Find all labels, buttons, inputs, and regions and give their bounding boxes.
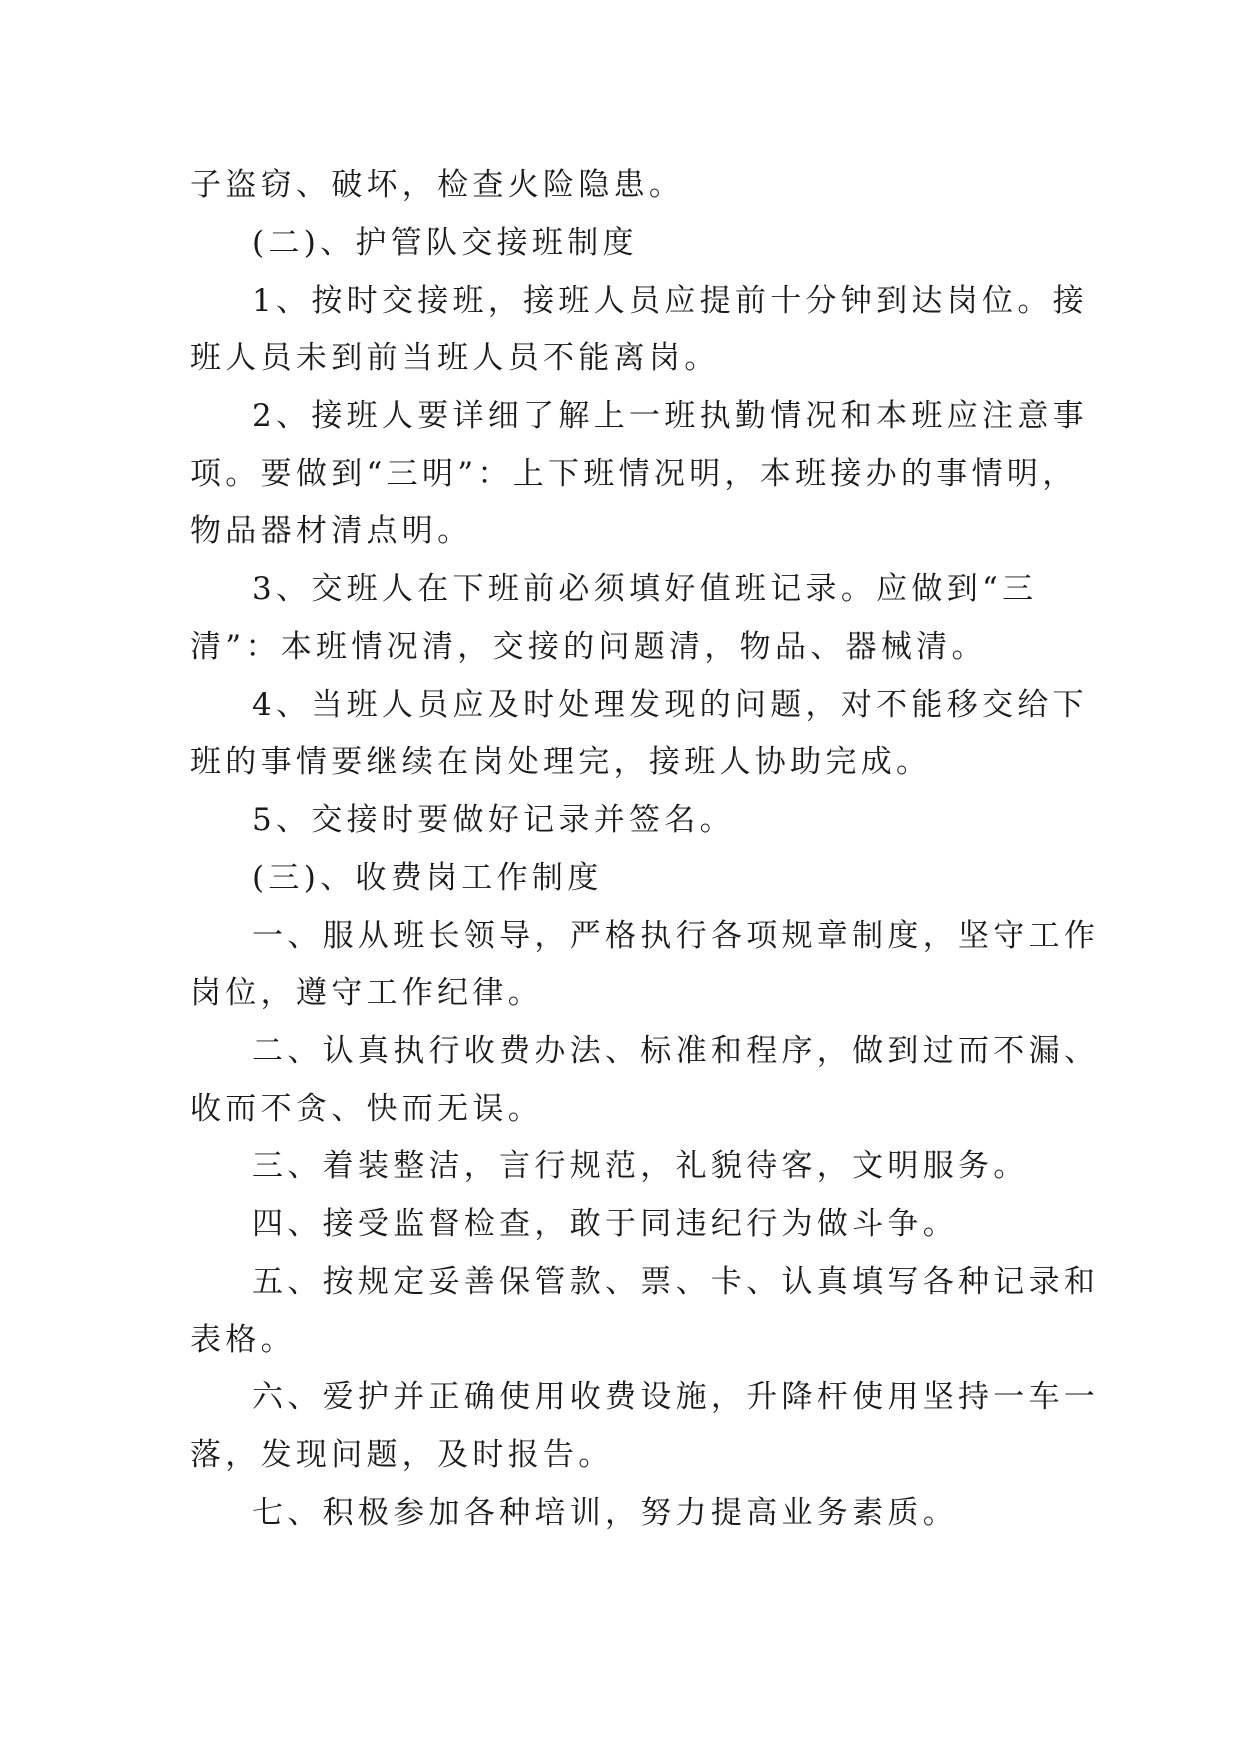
text-line: 三、着装整洁，言行规范，礼貌待客，文明服务。 — [252, 1148, 1029, 1184]
text-line: 落，发现问题，及时报告。 — [190, 1437, 614, 1473]
text-line: 子盗窃、破坏，检查火险隐患。 — [190, 167, 685, 203]
text-line: 5、交接时要做好记录并签名。 — [252, 802, 735, 838]
text-line: 四、接受监督检查，敢于同违纪行为做斗争。 — [252, 1206, 958, 1242]
text-line: 2、接班人要详细了解上一班执勤情况和本班应注意事 — [252, 398, 1088, 434]
text-line: 清”：本班情况清，交接的问题清，物品、器械清。 — [190, 629, 987, 665]
text-line: 五、按规定妥善保管款、票、卡、认真填写各种记录和 — [252, 1264, 1100, 1300]
section-heading: (二)、护管队交接班制度 — [252, 225, 638, 261]
text-line: 一、服从班长领导，严格执行各项规章制度，坚守工作 — [252, 918, 1100, 954]
text-line: 项。要做到“三明”：上下班情况明，本班接办的事情明， — [190, 456, 1078, 492]
section-heading: (三)、收费岗工作制度 — [252, 860, 603, 896]
text-line: 岗位，遵守工作纪律。 — [190, 975, 543, 1011]
text-line: 表格。 — [190, 1322, 296, 1358]
text-line: 班的事情要继续在岗处理完，接班人协助完成。 — [190, 744, 932, 780]
text-line: 物品器材清点明。 — [190, 513, 473, 549]
text-line: 3、交班人在下班前必须填好值班记录。应做到“三 — [252, 571, 1038, 607]
text-line: 班人员未到前当班人员不能离岗。 — [190, 340, 720, 376]
text-line: 1、按时交接班，接班人员应提前十分钟到达岗位。接 — [252, 283, 1088, 319]
text-line: 收而不贪、快而无误。 — [190, 1091, 543, 1127]
text-line: 4、当班人员应及时处理发现的问题，对不能移交给下 — [252, 687, 1088, 723]
text-line: 六、爱护并正确使用收费设施，升降杆使用坚持一车一 — [252, 1379, 1100, 1415]
text-line: 二、认真执行收费办法、标准和程序，做到过而不漏、 — [252, 1033, 1100, 1069]
text-line: 七、积极参加各种培训，努力提高业务素质。 — [252, 1495, 958, 1531]
